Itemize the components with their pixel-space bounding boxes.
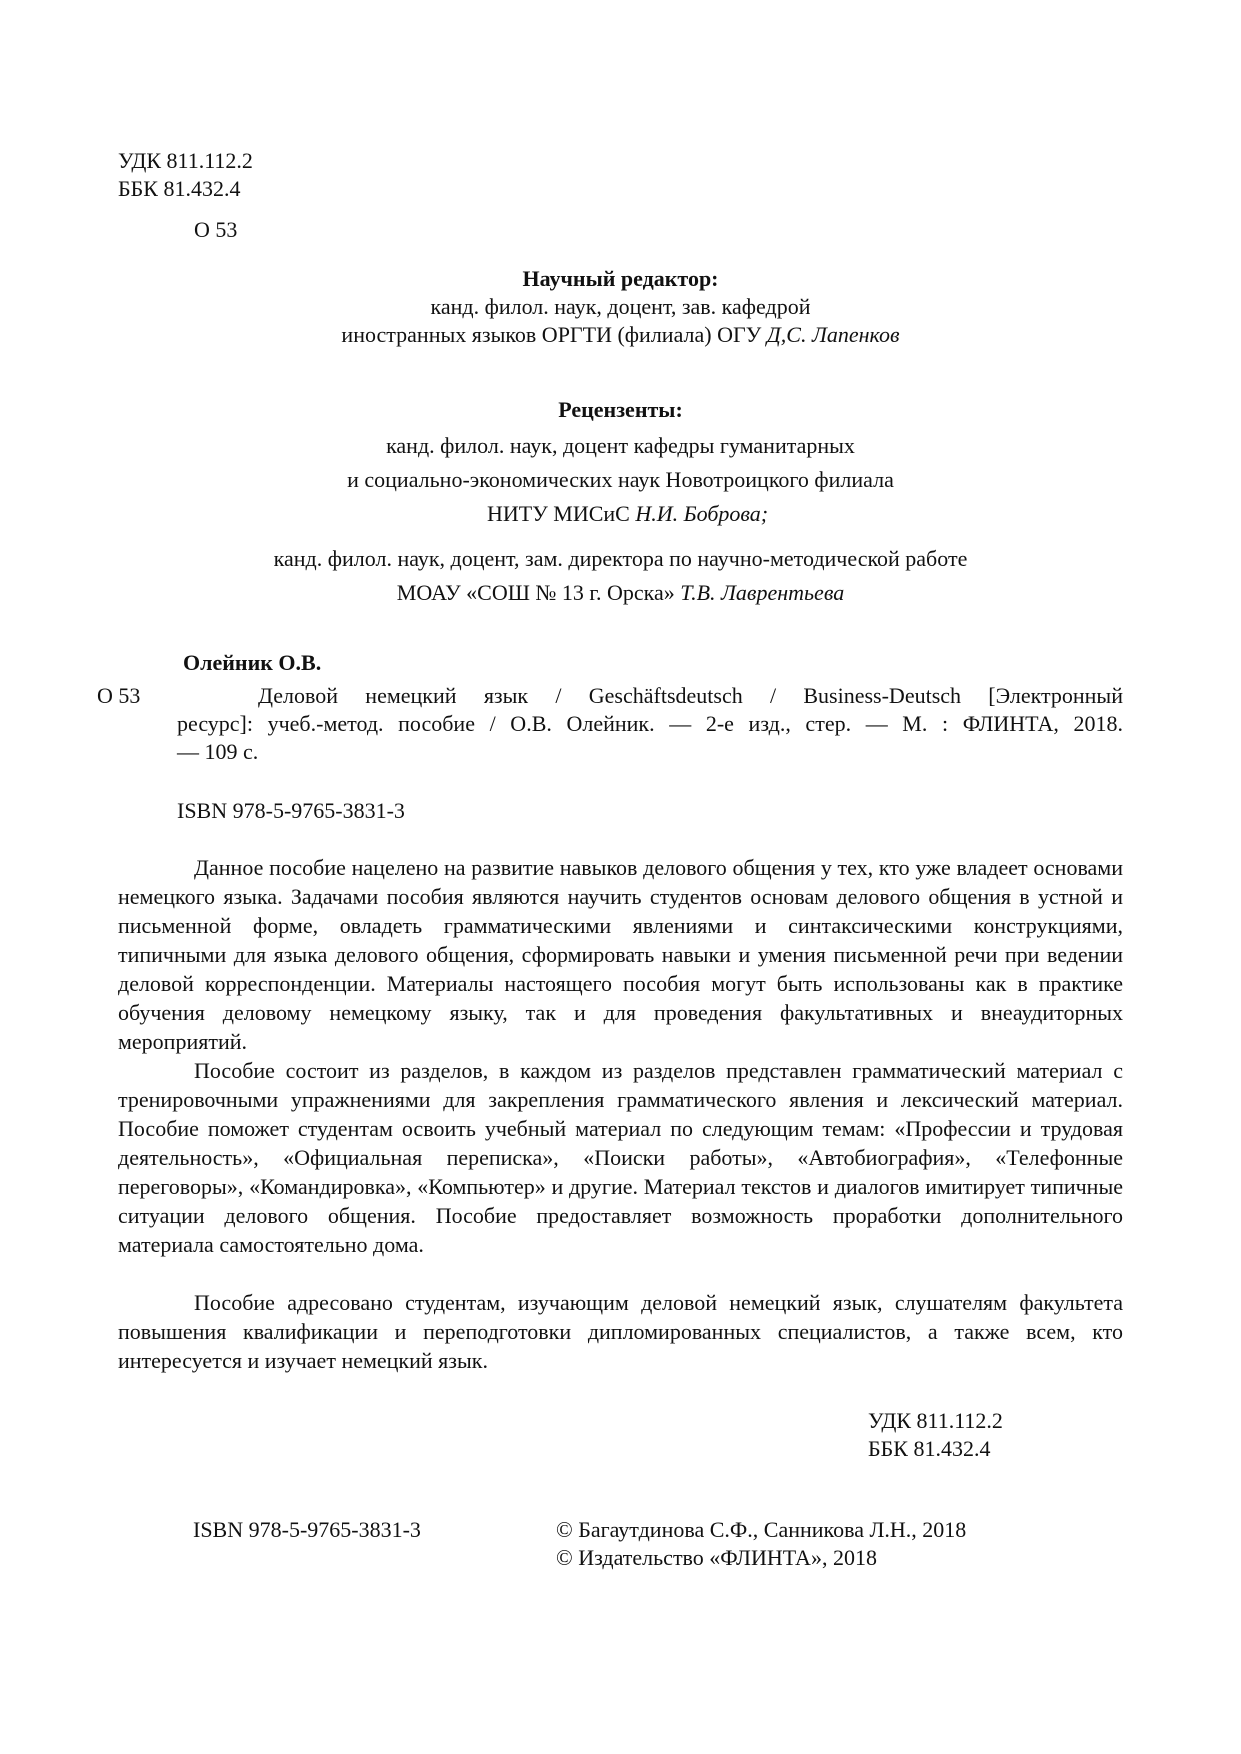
author-heading: Олейник О.В. [183,650,322,675]
reviewer2-affiliation: МОАУ «СОШ № 13 г. Орска» [396,580,681,605]
scientific-editor-affiliation: иностранных языков ОРГТИ (филиала) ОГУ [341,322,767,347]
bbk-bottom: ББК 81.432.4 [868,1436,991,1461]
bibl-line2: ресурс]: учеб.-метод. пособие / О.В. Олейник. — 2-е изд., стер. — М. : ФЛИНТА, 2018. [177,711,1123,736]
bibl-line1: Деловой немецкий язык / Geschäftsdeutsch / Business-Deutsch [Электронный [258,683,1123,708]
abstract-paragraph-1: Данное пособие нацелено на развитие навыков делового общения у тех, кто уже владеет основами немецкого языка. Задачами пособия являются научить студентов основам делового общения в устной и письменной форме, овладеть грамматическими явлениями и синтаксическими конструкциями, типичными для языка делового общения, сформировать навыки и умения письменной речи при ведении деловой корреспонденции. Материалы настоящего пособия могут быть использованы как в практике обучения деловому немецкому языку, так и для проведения факультативных и внеаудиторных мероприятий. [118,855,1123,1054]
scientific-editor-heading: Научный редактор: [522,266,719,291]
reviewer2-name: Т.В. Лаврентьева [680,580,845,605]
udk-top: УДК 811.112.2 [118,148,253,173]
reviewer1-name: Н.И. Боброва; [635,501,769,526]
reviewer1-line2: и социально-экономических наук Новотроицкого филиала [347,467,894,492]
author-mark: О 53 [97,683,141,708]
reviewer1-affiliation: НИТУ МИСиС [487,501,636,526]
reviewer1-line1: канд. филол. наук, доцент кафедры гуманитарных [386,433,855,458]
scientific-editor-line1: канд. филол. наук, доцент, зав. кафедрой [430,294,811,319]
abstract-paragraph-3: Пособие адресовано студентам, изучающим деловой немецкий язык, слушателям факультета повышения квалификации и переподготовки дипломированных специалистов, а также всем, кто интересуется и изучает немецкий язык. [118,1290,1123,1373]
reviewer1-line3 [487,500,768,528]
isbn-main: ISBN 978-5-9765-3831-3 [177,798,405,823]
bbk-top: ББК 81.432.4 [118,176,241,201]
scientific-editor-name: Д,С. Лапенков [766,322,900,347]
reviewer2-line2 [0,579,1241,607]
udk-bottom: УДК 811.112.2 [868,1408,1003,1433]
copyright-authors: © Багаутдинова С.Ф., Санникова Л.Н., 2018 [556,1517,967,1542]
copyright-publisher: © Издательство «ФЛИНТА», 2018 [556,1545,877,1570]
reviewer2-line1: канд. филол. наук, доцент, зам. директора по научно-методической работе [273,546,968,571]
isbn-bottom: ISBN 978-5-9765-3831-3 [193,1517,421,1542]
scientific-editor-line2 [0,321,1241,349]
bibl-line3: — 109 с. [177,739,259,764]
reviewers-heading: Рецензенты: [558,397,683,422]
author-mark-top: О 53 [194,217,238,242]
abstract-paragraph-2: Пособие состоит из разделов, в каждом из разделов представлен грамматический материал с тренировочными упражнениями для закрепления грамматического явления и лексический материал. Пособие поможет студентам освоить учебный материал по следующим темам: «Профессии и трудовая деятельность», «Официальная переписка», «Поиски работы», «Автобиография», «Телефонные переговоры», «Командировка», «Компьютер» и другие. Материал текстов и диалогов имитирует типичные ситуации делового общения. Пособие предоставляет возможность проработки дополнительного материала самостоятельно дома. [118,1058,1123,1257]
